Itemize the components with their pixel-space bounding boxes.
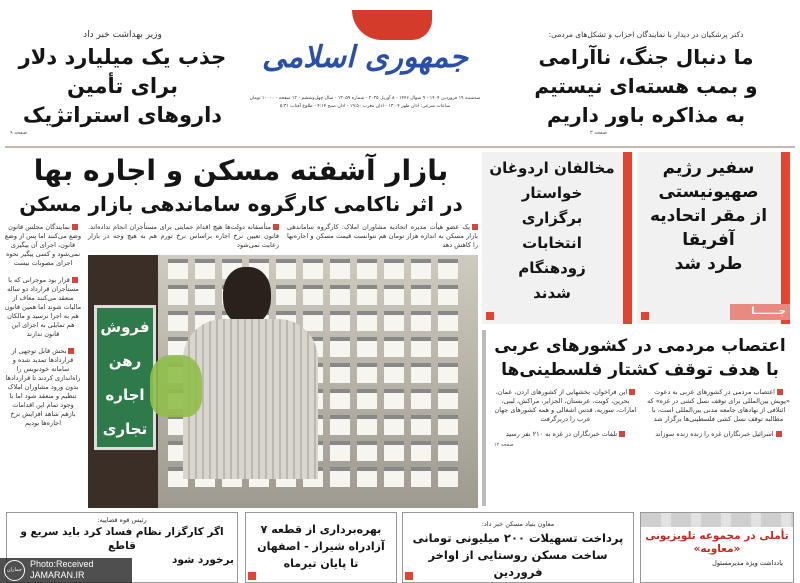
side-bullet: نمایندگان مجلس قانون وضع می‌کنند اما پس از وضع قانون، اجرای آن پیگیری نمی‌شود و کسی پیگیر نحوه اجرای مصوبات نیست	[4, 223, 82, 267]
listing-note	[438, 441, 458, 461]
listing-note	[438, 363, 458, 383]
listing-note	[384, 259, 404, 279]
bullet-icon	[72, 277, 78, 283]
listing-note	[303, 311, 323, 331]
strike-column-right	[647, 388, 790, 448]
bullet-icon	[619, 431, 625, 437]
bullet-icon	[68, 348, 74, 354]
credit-line: Photo:Received	[30, 559, 94, 569]
bullet-icon	[776, 431, 782, 437]
listing-note	[438, 467, 458, 487]
listing-note	[330, 441, 350, 461]
plastic-bag	[150, 355, 202, 417]
listing-note	[438, 311, 458, 331]
headline: بهره‌برداری از قطعه ۷ آزادراه شیراز - اصفهان تا پایان تیرماه	[257, 523, 385, 570]
masthead-content	[242, 8, 488, 142]
listing-note	[357, 363, 377, 383]
lead-subhead[interactable]: در اثر ناکامی کارگروه ساماندهی بازار مسکن	[19, 192, 463, 216]
jamaran-logo-icon: جماران	[4, 560, 25, 581]
listing-note	[411, 311, 431, 331]
listing-note	[276, 259, 296, 279]
person-body	[183, 319, 318, 479]
strike-bullet: اسرائیل خبرنگاران غزه را زنده زنده سوزاند	[647, 430, 790, 439]
listing-note	[330, 337, 350, 357]
red-bar	[623, 152, 632, 324]
listing-note	[411, 337, 431, 357]
side-bullet: قرار بود موجرانی که با مستأجران قرارداد دو ساله منعقد می‌کنند معاف از مالیات شوند اما همین قانون هم به اجرا نرسید و مالکان هم تمایلی به اجرای این قانون ندارند	[4, 276, 82, 338]
listing-note	[330, 363, 350, 383]
page-ref: صفحه ۹	[10, 130, 27, 136]
listing-note	[330, 467, 350, 487]
side-bullet: بخش قابل توجهی از قراردادها تمدید شده و سامانه خودنویس را راه‌اندازی کردند تا قراردادها بدون ورود مشاوران املاک تنظیم و منعقد شود اما با وجود تمام این اقدامات بازهم شاهد افزایش نرخ اجاره‌ها بودیم	[5, 347, 81, 427]
red-bar	[781, 152, 790, 324]
tag-label: جـــــــا	[730, 304, 790, 320]
listing-note	[411, 441, 431, 461]
listing-note	[384, 337, 404, 357]
listing-note	[438, 259, 458, 279]
kicker: معاون بنیاد مسکن خبر داد:	[481, 520, 555, 528]
listing-note	[411, 467, 431, 487]
headline: اگر کارگزار نظام فساد کرد باید سریع و قاطع برخورد شود	[20, 526, 234, 566]
listing-note	[357, 311, 377, 331]
listing-note	[384, 311, 404, 331]
page-marker-icon	[486, 312, 494, 320]
listing-note	[357, 415, 377, 435]
listing-note	[411, 363, 431, 383]
bullet-icon	[273, 224, 279, 230]
header-divider	[5, 146, 795, 148]
decorative-header	[641, 513, 793, 527]
lead-story	[4, 152, 478, 508]
listing-note	[384, 467, 404, 487]
listing-note	[303, 285, 323, 305]
shop-sign: فروش رهن اجاره تجاری	[94, 305, 156, 450]
headline: سفیر رژیم صهیونیستی از مقر اتحادیه آفریقا طرد شد	[649, 158, 768, 274]
page-ref: صفحه ۱۲	[494, 442, 514, 448]
kicker: وزیر بهداشت خبر داد	[83, 30, 162, 40]
listing-note	[330, 285, 350, 305]
person-head	[223, 267, 271, 325]
lead-bullet: یک عضو هیأت مدیره اتحادیه مشاوران املاک: کارگروه ساماندهی بازار مسکن به اندازه هزار تومان هم نتوانست قیمت مسکن و اجاره‌بها را کاهش دهد	[287, 223, 478, 249]
bottom-story-muawiya[interactable]	[640, 512, 794, 583]
bullet-icon	[629, 389, 635, 395]
headline: تأملی در مجموعه تلویزیونی «معاویه»	[645, 530, 789, 555]
bullet-icon	[472, 224, 478, 230]
kicker: رئیس قوه قضاییه:	[97, 516, 147, 524]
bottom-story-housing-loans[interactable]	[402, 512, 634, 583]
story-box-zionist-ambassador[interactable]	[637, 152, 790, 324]
strike-columns	[486, 382, 794, 448]
bullet-icon	[777, 389, 783, 395]
listing-note	[384, 389, 404, 409]
listing-note	[438, 389, 458, 409]
page-marker-icon	[405, 572, 413, 580]
page-marker-icon	[641, 312, 649, 320]
top-left-story[interactable]	[10, 30, 235, 136]
listing-note	[168, 285, 188, 305]
top-right-story[interactable]	[500, 30, 792, 136]
lead-main	[88, 223, 478, 508]
listing-note	[330, 311, 350, 331]
masthead	[242, 8, 488, 142]
headline: ما دنبال جنگ، ناآرامی و بمب هسته‌ای نیستیم به مذاکره باور داریم	[534, 45, 758, 127]
headline: مخالفان اردوغان خواستار برگزاری انتخابات زودهنگام شدند	[489, 159, 615, 302]
listing-note	[438, 415, 458, 435]
listing-note	[411, 415, 431, 435]
listing-note	[411, 285, 431, 305]
strike-column-left	[494, 388, 637, 448]
listing-note	[357, 441, 377, 461]
listing-note	[276, 285, 296, 305]
listing-note	[330, 259, 350, 279]
listing-note	[357, 337, 377, 357]
listing-note	[330, 415, 350, 435]
listing-note	[195, 285, 215, 305]
page-marker-icon	[248, 572, 256, 580]
lead-headline[interactable]: بازار آشفته مسکن و اجاره بها	[33, 154, 449, 187]
listing-note	[384, 441, 404, 461]
site-name: JAMARAN.IR	[30, 570, 85, 580]
kicker: یادداشت ویژه مدیرمسئول	[712, 559, 783, 567]
photo-credit-watermark	[0, 558, 132, 583]
lead-body	[4, 223, 478, 508]
headline: پرداخت تسهیلات ۲۰۰ میلیونی تومانی ساخت مسکن روستایی از اواخر فروردین	[412, 531, 624, 579]
listing-note	[384, 415, 404, 435]
listing-note	[168, 259, 188, 279]
strike-bullet: تلفات خبرنگاران در غزه به ۲۱۰ نفر رسید	[494, 430, 637, 439]
listing-note	[357, 285, 377, 305]
listing-note	[411, 259, 431, 279]
strike-bullet: این فراخوان، بخشهایی از کشورهای اردن، عمان، بحرین، کویت، عربستان، الجزایر، مراکش، لیبی، امارات، سوریه، قدس اشغالی و همه کشورهای جهان عرب را دربرگرفت	[494, 388, 637, 423]
listing-note	[384, 363, 404, 383]
listing-note	[438, 337, 458, 357]
listing-note	[330, 389, 350, 409]
listing-note	[438, 285, 458, 305]
listing-note	[195, 259, 215, 279]
logo: جمهوری اسلامی	[261, 40, 469, 75]
bullet-icon	[72, 224, 78, 230]
listing-note	[303, 259, 323, 279]
listing-note	[411, 389, 431, 409]
lead-side-column	[4, 223, 82, 508]
prayer-line: ساعات شرعی: اذان ظهر ۱۳:۰۴ - اذان مغرب ۱۹:۵۰ - اذان صبح ۴:۱۴ - طلوع آفتاب ۵:۳۱	[279, 104, 451, 109]
kicker: دکتر پزشکیان در دیدار با نمایندگان احزاب و تشکل‌های مردمی:	[548, 30, 744, 39]
listing-note	[168, 311, 188, 331]
lead-photo[interactable]	[88, 255, 478, 508]
headline: جذب یک میلیارد دلار برای تأمین داروهای استراتژیک	[18, 45, 227, 127]
listing-note	[384, 285, 404, 305]
listing-note	[357, 389, 377, 409]
strike-bullet: اعتصاب مردمی در کشورهای عربی به دعوت «پویش بین‌المللی برای توقف نسل کشی در غزه» که ائتلافی از نهادهای جامعه مدنی بین‌المللی است، با مطالبه توقف نسل کشی فلسطینی‌ها برگزار شد	[647, 388, 790, 423]
listing-note	[357, 467, 377, 487]
date-line: سه‌شنبه ۱۹ فروردین ۱۴۰۴ - ۹ شوال ۱۴۴۶ - ۸ آوریل ۲۰۲۵ - شماره ۱۳۰۵۹ - سال چهل‌وششم - ۱۲ صفحه - ۱۰۰۰۰ تومان	[249, 96, 481, 101]
lead-bullet: متأسفانه دولت‌ها هیچ اقدام حمایتی برای مستأجران انجام نداده‌اند. قانون تعیین نرخ اجاره براساس نرخ تورم هم به هیچ وجه در بازار رعایت نمی‌شود	[88, 223, 279, 249]
strike-story[interactable]	[482, 330, 794, 506]
page-ref: صفحه ۳	[590, 130, 607, 136]
headline: اعتصاب مردمی در کشورهای عربی با هدف توقف کشتار فلسطینی‌ها	[494, 336, 786, 380]
story-box-erdogan-opponents[interactable]	[482, 152, 632, 324]
listing-note	[357, 259, 377, 279]
lead-bullets	[88, 223, 478, 250]
bottom-story-freeway[interactable]	[245, 512, 397, 583]
